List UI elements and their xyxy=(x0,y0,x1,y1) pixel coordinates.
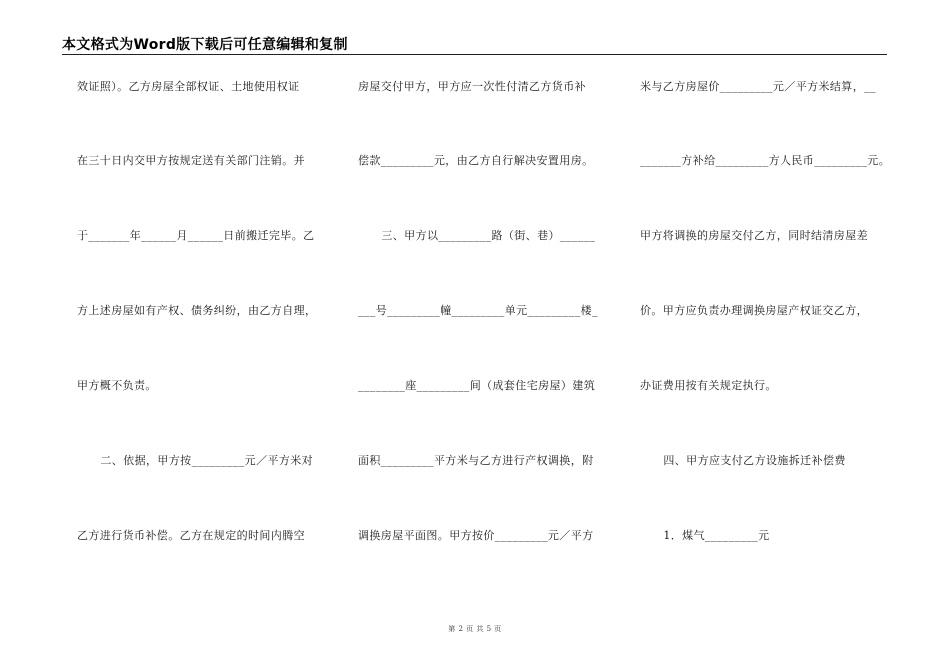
text-line: 面积_________平方米与乙方进行产权调换，附 xyxy=(358,454,594,467)
text-line: 二、依据，甲方按_________元／平方米对 xyxy=(77,454,314,467)
text-line: 甲方概不负责。 xyxy=(77,379,157,392)
text-line: 调换房屋平面图。甲方按价_________元／平方 xyxy=(358,529,594,542)
text-line: 三、甲方以_________路（街、巷）______ xyxy=(358,229,596,242)
text-line: 房屋交付甲方，甲方应一次性付清乙方货币补 xyxy=(358,80,586,93)
text-line: _______方补给_________方人民币_________元。 xyxy=(640,154,891,167)
text-line: ___号_________幢_________单元_________楼_ xyxy=(358,304,598,317)
text-line: 于_______年______月______日前搬迁完毕。乙 xyxy=(77,229,315,242)
text-line: 甲方将调换的房屋交付乙方，同时结清房屋差 xyxy=(640,229,868,242)
text-line: 办证费用按有关规定执行。 xyxy=(640,379,777,392)
text-line: 方上述房屋如有产权、债务纠纷，由乙方自理， xyxy=(77,304,317,317)
text-line: 效证照）。乙方房屋全部权证、土地使用权证 xyxy=(77,80,300,93)
page-number: 第 2 页 共 5 页 xyxy=(448,625,502,633)
text-line: 偿款_________元，由乙方自行解决安置用房。 xyxy=(358,154,594,167)
text-line: 价。甲方应负责办理调换房屋产权证交乙方， xyxy=(640,304,868,317)
text-line: 在三十日内交甲方按规定送有关部门注销。并 xyxy=(77,154,305,167)
header-title: 本文格式为Word版下载后可任意编辑和复制 xyxy=(62,37,348,53)
text-line: 四、甲方应支付乙方设施拆迁补偿费 xyxy=(640,454,846,467)
text-line: 乙方进行货币补偿。乙方在规定的时间内腾空 xyxy=(77,529,305,542)
text-line: 1．煤气_________元 xyxy=(640,529,770,542)
text-column-1 xyxy=(77,0,332,672)
text-line: 米与乙方房屋价_________元／平方米结算，__ xyxy=(640,80,876,93)
text-column-2 xyxy=(358,0,613,672)
text-line: ________座_________间（成套住宅房屋）建筑 xyxy=(358,379,596,392)
text-column-3 xyxy=(640,0,895,672)
